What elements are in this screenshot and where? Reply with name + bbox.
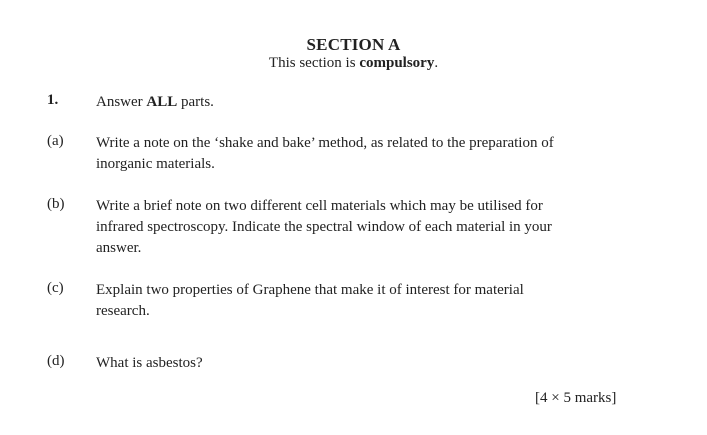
question-instruction <box>96 92 616 113</box>
part-b-text <box>96 196 616 259</box>
section-note-suffix: . <box>434 55 439 71</box>
instruction-prefix: Answer <box>96 94 147 110</box>
part-b-line-3: answer. <box>96 240 142 256</box>
part-c-line-2: research. <box>96 303 150 319</box>
question-number: 1. <box>47 92 59 108</box>
part-d-text <box>96 353 616 374</box>
part-b-line-1: Write a brief note on two different cell materials which may be utilised for <box>96 198 543 214</box>
section-note <box>0 55 707 72</box>
instruction-suffix: parts. <box>177 94 214 110</box>
part-b-line-2: infrared spectroscopy. Indicate the spectral window of each material in your <box>96 219 552 235</box>
part-b-label: (b) <box>47 196 65 212</box>
instruction-bold: ALL <box>146 94 178 110</box>
part-c-line-1: Explain two properties of Graphene that make it of interest for material <box>96 282 524 298</box>
section-note-bold: compulsory <box>359 55 435 71</box>
section-note-prefix: This section is <box>268 55 360 71</box>
part-a-label: (a) <box>47 133 64 149</box>
part-c-text <box>96 280 616 322</box>
part-a-line-2: inorganic materials. <box>96 156 215 172</box>
part-d-line-1: What is asbestos? <box>96 355 203 371</box>
part-d-label: (d) <box>47 353 65 369</box>
part-c-label: (c) <box>47 280 64 296</box>
part-a-text <box>96 133 616 175</box>
marks-allocation: [4 × 5 marks] <box>535 390 617 406</box>
part-a-line-1: Write a note on the ‘shake and bake’ method, as related to the preparation of <box>96 135 554 151</box>
section-title: SECTION A <box>306 35 401 54</box>
